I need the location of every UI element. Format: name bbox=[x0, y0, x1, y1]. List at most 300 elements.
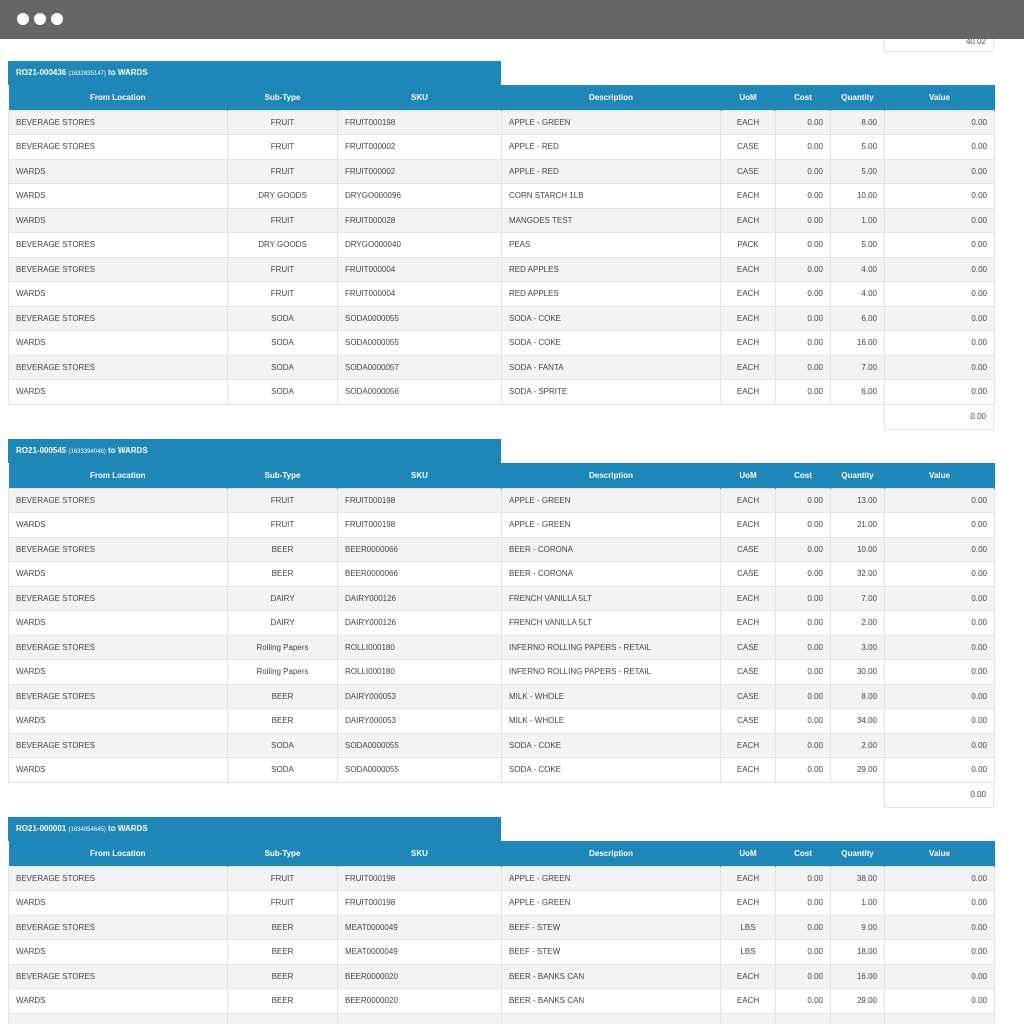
window-close-dot[interactable] bbox=[17, 13, 29, 25]
table-cell: BEER0000066 bbox=[338, 562, 502, 587]
table-cell: EACH bbox=[721, 208, 776, 233]
table-cell: 5.00 bbox=[831, 135, 885, 160]
table-cell: WARDS bbox=[9, 660, 228, 685]
table-row bbox=[9, 989, 995, 1014]
table-cell: FRUIT bbox=[228, 159, 338, 184]
table-cell: APPLE - RED bbox=[502, 159, 721, 184]
table-cell: BEVERAGE STORES bbox=[9, 684, 228, 709]
table-row bbox=[9, 684, 995, 709]
table-cell: FRUIT000198 bbox=[338, 488, 502, 513]
table-cell: BEER0000066 bbox=[338, 537, 502, 562]
column-header[interactable]: Cost bbox=[776, 85, 831, 110]
order-title bbox=[8, 439, 501, 463]
order-total-value: 0.00 bbox=[884, 783, 994, 808]
column-header[interactable]: Sub-Type bbox=[228, 841, 338, 866]
table-cell: EACH bbox=[721, 758, 776, 783]
table-cell: WARDS bbox=[9, 208, 228, 233]
table-header-row bbox=[9, 463, 995, 488]
table-cell: BEER0000020 bbox=[338, 989, 502, 1014]
table-cell: BEER0000020 bbox=[338, 964, 502, 989]
table-cell: 0.00 bbox=[885, 611, 995, 636]
table-cell: 0.00 bbox=[885, 110, 995, 135]
table-row bbox=[9, 331, 995, 356]
table-cell: BEER bbox=[228, 709, 338, 734]
table-cell: DAIRY000053 bbox=[338, 684, 502, 709]
table-cell bbox=[338, 1013, 502, 1024]
column-header[interactable]: Description bbox=[502, 841, 721, 866]
table-row bbox=[9, 891, 995, 916]
table-cell: WARDS bbox=[9, 758, 228, 783]
table-row bbox=[9, 110, 995, 135]
table-row bbox=[9, 208, 995, 233]
column-header[interactable]: Cost bbox=[776, 841, 831, 866]
table-cell: MILK - WHOLE bbox=[502, 684, 721, 709]
table-cell: MEAT0000049 bbox=[338, 940, 502, 965]
table-cell: BEER bbox=[228, 562, 338, 587]
table-cell: 0.00 bbox=[776, 282, 831, 307]
table-cell: EACH bbox=[721, 331, 776, 356]
table-cell: ROLLI000180 bbox=[338, 660, 502, 685]
table-cell: 4.00 bbox=[831, 257, 885, 282]
table-cell: 6.00 bbox=[831, 380, 885, 405]
table-cell: CASE bbox=[721, 635, 776, 660]
table-cell: 0.00 bbox=[776, 562, 831, 587]
column-header[interactable]: Quantity bbox=[831, 85, 885, 110]
table-cell: BEVERAGE STORES bbox=[9, 866, 228, 891]
table-cell: 7.00 bbox=[831, 586, 885, 611]
table-cell: SODA - FANTA bbox=[502, 355, 721, 380]
table-row bbox=[9, 562, 995, 587]
table-cell: EACH bbox=[721, 488, 776, 513]
table-cell: DAIRY000126 bbox=[338, 586, 502, 611]
table-cell bbox=[831, 1013, 885, 1024]
table-cell: 0.00 bbox=[885, 135, 995, 160]
table-cell: FRUIT bbox=[228, 488, 338, 513]
table-cell: 0.00 bbox=[885, 989, 995, 1014]
order-items-table bbox=[8, 841, 995, 1024]
table-cell: 0.00 bbox=[885, 537, 995, 562]
table-row bbox=[9, 635, 995, 660]
column-header[interactable]: Sub-Type bbox=[228, 85, 338, 110]
table-cell: 0.00 bbox=[885, 660, 995, 685]
table-cell: 1.00 bbox=[831, 891, 885, 916]
table-cell: WARDS bbox=[9, 159, 228, 184]
table-cell: WARDS bbox=[9, 282, 228, 307]
table-cell: 0.00 bbox=[776, 940, 831, 965]
table-cell: WARDS bbox=[9, 331, 228, 356]
table-cell: BEEF - STEW bbox=[502, 940, 721, 965]
table-cell: MILK - WHOLE bbox=[502, 709, 721, 734]
column-header[interactable]: Quantity bbox=[831, 463, 885, 488]
order-destination: to WARDS bbox=[108, 824, 148, 833]
table-cell: ROLLI000180 bbox=[338, 635, 502, 660]
table-cell: 0.00 bbox=[776, 660, 831, 685]
table-cell: 10.00 bbox=[831, 184, 885, 209]
table-cell: 0.00 bbox=[776, 684, 831, 709]
table-cell: 0.00 bbox=[776, 709, 831, 734]
table-cell: WARDS bbox=[9, 184, 228, 209]
table-cell: 10.00 bbox=[831, 537, 885, 562]
table-cell: FRUIT bbox=[228, 208, 338, 233]
column-header[interactable]: Value bbox=[885, 85, 995, 110]
table-cell: 3.00 bbox=[831, 635, 885, 660]
table-cell: SODA0000055 bbox=[338, 758, 502, 783]
table-cell: FRUIT000198 bbox=[338, 513, 502, 538]
table-cell: 13.00 bbox=[831, 488, 885, 513]
table-cell: BEER bbox=[228, 964, 338, 989]
column-header[interactable]: From Location bbox=[9, 463, 228, 488]
table-cell: 6.00 bbox=[831, 306, 885, 331]
order-id: RO21-000436 bbox=[16, 68, 67, 77]
table-cell: EACH bbox=[721, 513, 776, 538]
table-cell: SODA - COKE bbox=[502, 331, 721, 356]
table-cell: 0.00 bbox=[885, 635, 995, 660]
table-cell: CASE bbox=[721, 660, 776, 685]
table-cell: SODA0000056 bbox=[338, 380, 502, 405]
table-cell bbox=[9, 1013, 228, 1024]
table-cell: 0.00 bbox=[776, 135, 831, 160]
table-cell: LBS bbox=[721, 940, 776, 965]
table-cell: FRUIT bbox=[228, 282, 338, 307]
previous-order-total: 40.02 bbox=[884, 39, 994, 52]
table-cell: FRUIT000002 bbox=[338, 159, 502, 184]
table-cell: EACH bbox=[721, 282, 776, 307]
table-cell: SODA bbox=[228, 355, 338, 380]
table-row bbox=[9, 380, 995, 405]
table-cell: BEVERAGE STORES bbox=[9, 586, 228, 611]
table-cell: CASE bbox=[721, 537, 776, 562]
table-cell: FRUIT000198 bbox=[338, 891, 502, 916]
table-cell: EACH bbox=[721, 891, 776, 916]
window-minimize-dot[interactable] bbox=[34, 13, 46, 25]
order-items-table bbox=[8, 85, 995, 405]
table-cell: EACH bbox=[721, 110, 776, 135]
table-cell: EACH bbox=[721, 586, 776, 611]
table-cell: FRUIT bbox=[228, 110, 338, 135]
table-cell: FRUIT000004 bbox=[338, 257, 502, 282]
table-row bbox=[9, 159, 995, 184]
table-cell: 0.00 bbox=[885, 733, 995, 758]
table-cell: 0.00 bbox=[776, 513, 831, 538]
table-cell: 0.00 bbox=[885, 488, 995, 513]
column-header[interactable]: Cost bbox=[776, 463, 831, 488]
table-cell: 0.00 bbox=[776, 331, 831, 356]
window-maximize-dot[interactable] bbox=[51, 13, 63, 25]
table-cell bbox=[228, 1013, 338, 1024]
table-cell: 8.00 bbox=[831, 684, 885, 709]
column-header[interactable]: UoM bbox=[721, 85, 776, 110]
table-cell: 0.00 bbox=[776, 611, 831, 636]
table-cell: 0.00 bbox=[885, 940, 995, 965]
table-cell: 0.00 bbox=[885, 257, 995, 282]
table-cell: CASE bbox=[721, 159, 776, 184]
table-cell: 0.00 bbox=[885, 208, 995, 233]
table-cell: 0.00 bbox=[885, 306, 995, 331]
table-cell: 0.00 bbox=[885, 586, 995, 611]
table-cell: 0.00 bbox=[776, 586, 831, 611]
table-cell: EACH bbox=[721, 380, 776, 405]
column-header[interactable]: SKU bbox=[338, 463, 502, 488]
table-cell: 0.00 bbox=[776, 915, 831, 940]
column-header[interactable]: SKU bbox=[338, 841, 502, 866]
column-header[interactable]: UoM bbox=[721, 841, 776, 866]
table-cell: CORN STARCH 1LB bbox=[502, 184, 721, 209]
table-cell: 0.00 bbox=[885, 709, 995, 734]
window-titlebar bbox=[0, 0, 1024, 39]
table-cell: BEER bbox=[228, 915, 338, 940]
table-cell: LBS bbox=[721, 915, 776, 940]
table-cell: 1.00 bbox=[831, 208, 885, 233]
table-cell: FRUIT bbox=[228, 135, 338, 160]
table-cell: SODA0000055 bbox=[338, 331, 502, 356]
table-row bbox=[9, 866, 995, 891]
table-row bbox=[9, 282, 995, 307]
table-cell: 8.00 bbox=[831, 110, 885, 135]
table-cell: BEVERAGE STORES bbox=[9, 488, 228, 513]
table-cell: 0.00 bbox=[776, 758, 831, 783]
column-header[interactable]: UoM bbox=[721, 463, 776, 488]
table-cell: EACH bbox=[721, 866, 776, 891]
table-cell: 0.00 bbox=[885, 159, 995, 184]
table-cell: BEVERAGE STORES bbox=[9, 110, 228, 135]
table-cell bbox=[721, 1013, 776, 1024]
table-cell: FRENCH VANILLA 5LT bbox=[502, 611, 721, 636]
table-cell: SODA0000055 bbox=[338, 733, 502, 758]
table-cell: WARDS bbox=[9, 709, 228, 734]
table-cell: BEER bbox=[228, 940, 338, 965]
table-header-row bbox=[9, 841, 995, 866]
table-cell: 0.00 bbox=[885, 891, 995, 916]
table-cell: 0.00 bbox=[885, 380, 995, 405]
table-cell: 0.00 bbox=[885, 331, 995, 356]
table-cell: 0.00 bbox=[776, 355, 831, 380]
table-cell: 0.00 bbox=[885, 866, 995, 891]
table-cell: 29.00 bbox=[831, 758, 885, 783]
table-cell: 16.00 bbox=[831, 331, 885, 356]
table-cell: CASE bbox=[721, 562, 776, 587]
order-items-table bbox=[8, 463, 995, 783]
table-cell: BEVERAGE STORES bbox=[9, 306, 228, 331]
table-cell: EACH bbox=[721, 964, 776, 989]
table-cell: BEER - BANKS CAN bbox=[502, 964, 721, 989]
table-cell: FRUIT bbox=[228, 866, 338, 891]
table-cell: PEAS bbox=[502, 233, 721, 258]
table-cell: 0.00 bbox=[776, 380, 831, 405]
column-header[interactable]: Value bbox=[885, 841, 995, 866]
table-cell: 0.00 bbox=[885, 233, 995, 258]
table-cell: RED APPLES bbox=[502, 257, 721, 282]
table-cell: WARDS bbox=[9, 562, 228, 587]
table-cell: 0.00 bbox=[885, 758, 995, 783]
table-cell: SODA bbox=[228, 380, 338, 405]
table-cell: FRUIT000198 bbox=[338, 110, 502, 135]
order-id: RO21-000001 bbox=[16, 824, 67, 833]
table-cell: 0.00 bbox=[776, 306, 831, 331]
order-title bbox=[8, 61, 501, 85]
table-row bbox=[9, 513, 995, 538]
table-row bbox=[9, 733, 995, 758]
table-row bbox=[9, 306, 995, 331]
table-cell: APPLE - RED bbox=[502, 135, 721, 160]
table-cell: 2.00 bbox=[831, 611, 885, 636]
table-cell: SODA - COKE bbox=[502, 758, 721, 783]
order-title bbox=[8, 817, 501, 841]
table-cell: Rolling Papers bbox=[228, 635, 338, 660]
table-cell: DAIRY000126 bbox=[338, 611, 502, 636]
table-cell: WARDS bbox=[9, 611, 228, 636]
table-cell: DRYGO000040 bbox=[338, 233, 502, 258]
table-cell: FRUIT000002 bbox=[338, 135, 502, 160]
table-cell: SODA - SPRITE bbox=[502, 380, 721, 405]
table-cell: BEVERAGE STORES bbox=[9, 733, 228, 758]
table-cell: EACH bbox=[721, 355, 776, 380]
table-cell: EACH bbox=[721, 989, 776, 1014]
table-cell: BEER bbox=[228, 537, 338, 562]
table-row bbox=[9, 758, 995, 783]
table-cell: 2.00 bbox=[831, 733, 885, 758]
table-cell: EACH bbox=[721, 306, 776, 331]
table-cell: 0.00 bbox=[885, 355, 995, 380]
order-section bbox=[8, 817, 994, 1024]
column-header[interactable]: SKU bbox=[338, 85, 502, 110]
table-cell: DAIRY000053 bbox=[338, 709, 502, 734]
table-cell: BEVERAGE STORES bbox=[9, 135, 228, 160]
table-cell bbox=[776, 1013, 831, 1024]
table-row bbox=[9, 135, 995, 160]
table-cell: 0.00 bbox=[776, 989, 831, 1014]
table-cell: 0.00 bbox=[776, 257, 831, 282]
table-cell: INFERNO ROLLING PAPERS - RETAIL bbox=[502, 660, 721, 685]
table-cell: APPLE - GREEN bbox=[502, 110, 721, 135]
table-cell: FRENCH VANILLA 5LT bbox=[502, 586, 721, 611]
table-cell: APPLE - GREEN bbox=[502, 513, 721, 538]
column-header[interactable]: Description bbox=[502, 463, 721, 488]
table-cell: CASE bbox=[721, 709, 776, 734]
order-section bbox=[8, 61, 994, 430]
table-cell: SODA bbox=[228, 758, 338, 783]
table-cell: BEER - BANKS CAN bbox=[502, 989, 721, 1014]
table-cell: CASE bbox=[721, 684, 776, 709]
table-row bbox=[9, 964, 995, 989]
table-cell: 32.00 bbox=[831, 562, 885, 587]
table-cell: EACH bbox=[721, 257, 776, 282]
table-cell: 0.00 bbox=[885, 562, 995, 587]
table-cell: EACH bbox=[721, 611, 776, 636]
table-row bbox=[9, 915, 995, 940]
table-cell: BEVERAGE STORES bbox=[9, 635, 228, 660]
table-cell: 0.00 bbox=[776, 866, 831, 891]
table-cell: 0.00 bbox=[776, 184, 831, 209]
table-cell: BEVERAGE STORES bbox=[9, 355, 228, 380]
report-content bbox=[0, 39, 1024, 1024]
table-cell: 0.00 bbox=[776, 964, 831, 989]
table-cell: WARDS bbox=[9, 380, 228, 405]
column-header[interactable]: Value bbox=[885, 463, 995, 488]
table-cell: PACK bbox=[721, 233, 776, 258]
table-cell: 0.00 bbox=[776, 159, 831, 184]
table-cell: FRUIT bbox=[228, 891, 338, 916]
table-cell bbox=[502, 1013, 721, 1024]
column-header[interactable]: Description bbox=[502, 85, 721, 110]
table-cell: 38.00 bbox=[831, 866, 885, 891]
table-cell: FRUIT bbox=[228, 513, 338, 538]
table-cell: Rolling Papers bbox=[228, 660, 338, 685]
table-cell: DRYGO000096 bbox=[338, 184, 502, 209]
table-cell: 0.00 bbox=[776, 110, 831, 135]
table-cell: APPLE - GREEN bbox=[502, 488, 721, 513]
order-destination: to WARDS bbox=[108, 68, 148, 77]
table-cell: DRY GOODS bbox=[228, 184, 338, 209]
table-cell: BEVERAGE STORES bbox=[9, 537, 228, 562]
table-cell: 9.00 bbox=[831, 915, 885, 940]
table-cell: 0.00 bbox=[885, 184, 995, 209]
order-section bbox=[8, 439, 994, 808]
table-cell: 0.00 bbox=[885, 915, 995, 940]
table-cell: 5.00 bbox=[831, 159, 885, 184]
table-cell: BEER bbox=[228, 989, 338, 1014]
table-cell: 0.00 bbox=[776, 891, 831, 916]
order-id: RO21-000545 bbox=[16, 446, 67, 455]
column-header[interactable]: Sub-Type bbox=[228, 463, 338, 488]
column-header[interactable]: From Location bbox=[9, 85, 228, 110]
table-row bbox=[9, 233, 995, 258]
table-cell: 0.00 bbox=[885, 684, 995, 709]
table-cell: WARDS bbox=[9, 513, 228, 538]
table-row bbox=[9, 586, 995, 611]
table-cell: 30.00 bbox=[831, 660, 885, 685]
table-cell: EACH bbox=[721, 184, 776, 209]
column-header[interactable]: From Location bbox=[9, 841, 228, 866]
table-header-row bbox=[9, 85, 995, 110]
table-cell: BEVERAGE STORES bbox=[9, 915, 228, 940]
table-cell: 18.00 bbox=[831, 940, 885, 965]
table-cell: MANGOES TEST bbox=[502, 208, 721, 233]
column-header[interactable]: Quantity bbox=[831, 841, 885, 866]
table-cell: 0.00 bbox=[885, 513, 995, 538]
table-cell: SODA0000057 bbox=[338, 355, 502, 380]
table-cell: 0.00 bbox=[776, 233, 831, 258]
table-cell: 5.00 bbox=[831, 233, 885, 258]
table-cell: BEER - CORONA bbox=[502, 562, 721, 587]
order-timestamp: (1632835147) bbox=[68, 71, 106, 77]
table-cell: 7.00 bbox=[831, 355, 885, 380]
table-cell: 0.00 bbox=[776, 733, 831, 758]
table-cell bbox=[885, 1013, 995, 1024]
table-row bbox=[9, 1013, 995, 1024]
table-cell: BEEF - STEW bbox=[502, 915, 721, 940]
table-cell: SODA bbox=[228, 306, 338, 331]
table-cell: SODA0000055 bbox=[338, 306, 502, 331]
table-cell: BEER bbox=[228, 684, 338, 709]
table-cell: 0.00 bbox=[776, 537, 831, 562]
table-row bbox=[9, 660, 995, 685]
table-cell: 0.00 bbox=[776, 488, 831, 513]
table-cell: 29.00 bbox=[831, 989, 885, 1014]
order-total-value: 0.00 bbox=[884, 405, 994, 430]
table-cell: BEVERAGE STORES bbox=[9, 964, 228, 989]
table-cell: 0.00 bbox=[776, 208, 831, 233]
table-cell: 21.00 bbox=[831, 513, 885, 538]
table-cell: DAIRY bbox=[228, 586, 338, 611]
table-row bbox=[9, 709, 995, 734]
table-cell: DAIRY bbox=[228, 611, 338, 636]
table-cell: DRY GOODS bbox=[228, 233, 338, 258]
table-cell: 0.00 bbox=[885, 964, 995, 989]
table-cell: 4.00 bbox=[831, 282, 885, 307]
table-row bbox=[9, 257, 995, 282]
table-cell: 0.00 bbox=[885, 282, 995, 307]
order-timestamp: (1633394046) bbox=[68, 449, 106, 455]
